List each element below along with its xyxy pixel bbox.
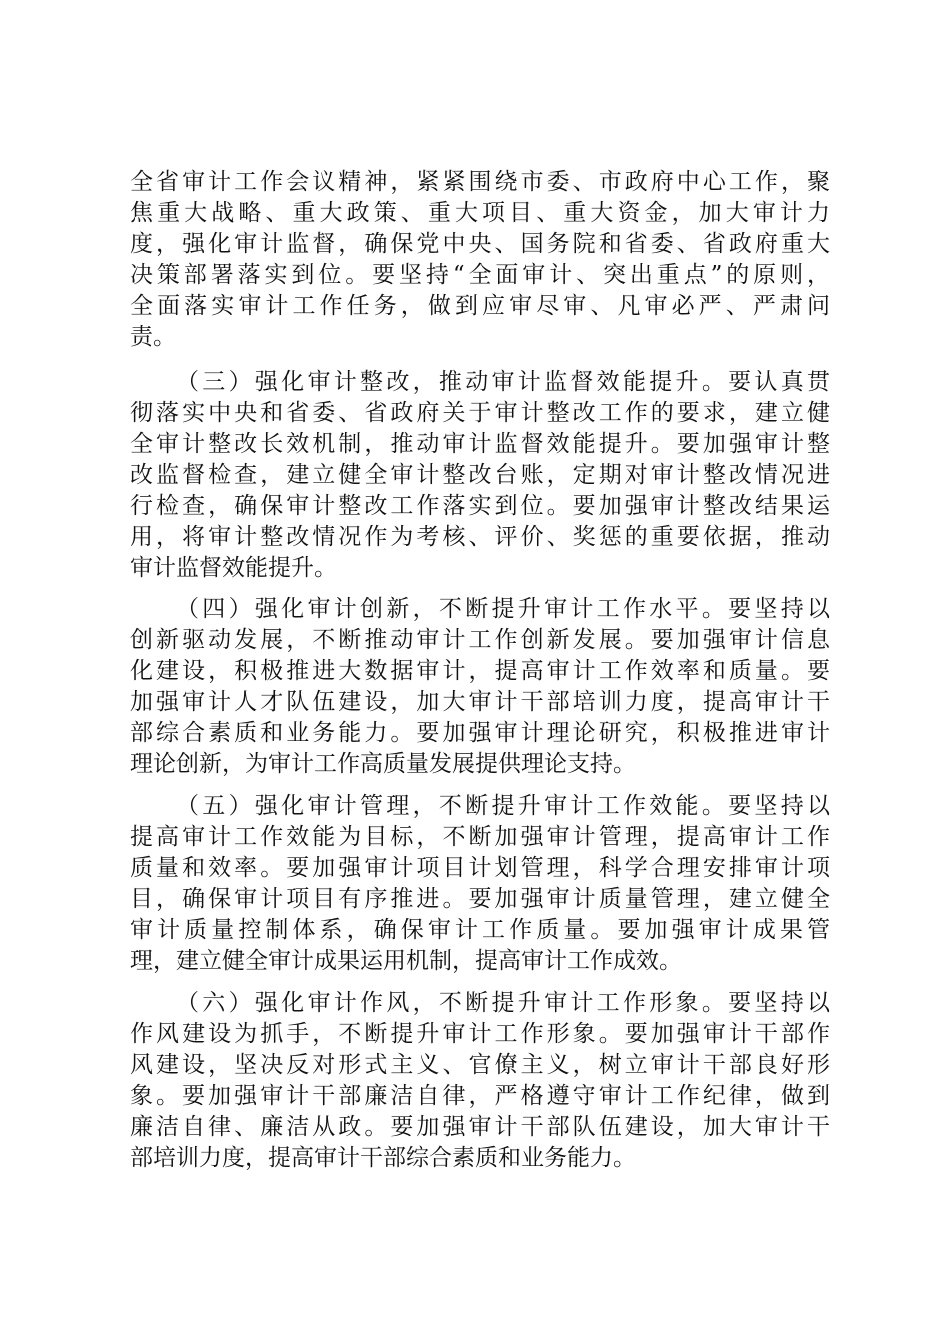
- paragraph-line: 廉洁自律、廉洁从政。要加强审计干部队伍建设，加大审计干: [130, 1114, 830, 1140]
- paragraph-line: 部培训力度，提高审计干部综合素质和业务能力。: [130, 1145, 636, 1171]
- paragraph-section-3: [130, 367, 830, 584]
- paragraph-line: 目，确保审计项目有序推进。要加强审计质量管理，建立健全: [130, 886, 830, 912]
- paragraph-line: 化建设，积极推进大数据审计，提高审计工作效率和质量。要: [130, 658, 830, 684]
- paragraph-section-5: [130, 791, 830, 977]
- paragraph-heading-line: （三）强化审计整改，推动审计监督效能提升。要认真贯: [176, 369, 830, 395]
- paragraph-continuation: [130, 167, 830, 353]
- paragraph-line: 责。: [130, 324, 176, 350]
- paragraph-line: 彻落实中央和省委、省政府关于审计整改工作的要求，建立健: [130, 400, 830, 426]
- paragraph-line: 全省审计工作会议精神，紧紧围绕市委、市政府中心工作，聚: [130, 169, 830, 195]
- paragraph-line: 用，将审计整改情况作为考核、评价、奖惩的重要依据，推动: [130, 524, 830, 550]
- paragraph-line: 行检查，确保审计整改工作落实到位。要加强审计整改结果运: [130, 493, 830, 519]
- paragraph-line: 部综合素质和业务能力。要加强审计理论研究，积极推进审计: [130, 720, 830, 746]
- paragraph-line: 理论创新，为审计工作高质量发展提供理论支持。: [130, 751, 636, 777]
- paragraph-line: 全审计整改长效机制，推动审计监督效能提升。要加强审计整: [130, 431, 830, 457]
- paragraph-line: 审计质量控制体系，确保审计工作质量。要加强审计成果管: [130, 917, 830, 943]
- paragraph-line: 决策部署落实到位。要坚持“全面审计、突出重点”的原则，: [130, 262, 830, 288]
- paragraph-line: 理，建立健全审计成果运用机制，提高审计工作成效。: [130, 948, 682, 974]
- paragraph-line: 全面落实审计工作任务，做到应审尽审、凡审必严、严肃问: [130, 293, 830, 319]
- paragraph-line: 审计监督效能提升。: [130, 555, 337, 581]
- paragraph-line: 质量和效率。要加强审计项目计划管理，科学合理安排审计项: [130, 855, 830, 881]
- paragraph-line: 加强审计人才队伍建设，加大审计干部培训力度，提高审计干: [130, 689, 830, 715]
- paragraph-line: 创新驱动发展，不断推动审计工作创新发展。要加强审计信息: [130, 627, 830, 653]
- paragraph-line: 焦重大战略、重大政策、重大项目、重大资金，加大审计力: [130, 200, 830, 226]
- paragraph-line: 象。要加强审计干部廉洁自律，严格遵守审计工作纪律，做到: [130, 1083, 830, 1109]
- paragraph-heading-line: （六）强化审计作风，不断提升审计工作形象。要坚持以: [176, 990, 830, 1016]
- paragraph-heading-line: （五）强化审计管理，不断提升审计工作效能。要坚持以: [176, 793, 830, 819]
- paragraph-line: 提高审计工作效能为目标，不断加强审计管理，提高审计工作: [130, 824, 830, 850]
- paragraph-line: 改监督检查，建立健全审计整改台账，定期对审计整改情况进: [130, 462, 830, 488]
- paragraph-line: 度，强化审计监督，确保党中央、国务院和省委、省政府重大: [130, 231, 830, 257]
- paragraph-heading-line: （四）强化审计创新，不断提升审计工作水平。要坚持以: [176, 596, 830, 622]
- paragraph-line: 作风建设为抓手，不断提升审计工作形象。要加强审计干部作: [130, 1021, 830, 1047]
- paragraph-section-6: [130, 988, 830, 1174]
- paragraph-section-4: [130, 594, 830, 780]
- paragraph-line: 风建设，坚决反对形式主义、官僚主义，树立审计干部良好形: [130, 1052, 830, 1078]
